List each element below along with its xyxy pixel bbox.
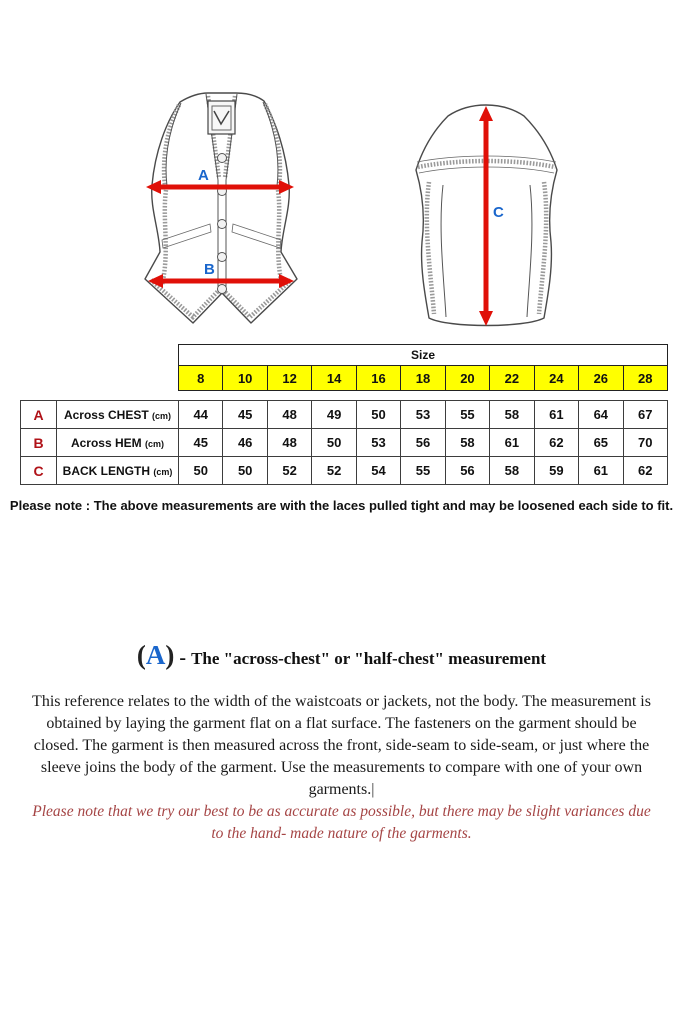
measurement-value: 58 xyxy=(490,457,534,485)
laces-note: Please note : The above measurements are with the laces pulled tight and may be loosened each side to fit. xyxy=(9,498,674,513)
size-column-header: 26 xyxy=(579,366,623,391)
size-column-header: 14 xyxy=(312,366,356,391)
measurement-value: 55 xyxy=(401,457,445,485)
measurement-value: 50 xyxy=(223,457,267,485)
row-letter: B xyxy=(21,429,57,457)
measurement-table-body xyxy=(21,401,668,485)
vest-front-diagram xyxy=(118,90,323,340)
heading-open-paren: ( xyxy=(136,640,146,670)
row-letter: C xyxy=(21,457,57,485)
measurement-value: 61 xyxy=(490,429,534,457)
text-cursor: | xyxy=(371,781,375,798)
size-column-header: 12 xyxy=(267,366,311,391)
row-unit: (cm) xyxy=(152,410,172,421)
size-column-header: 10 xyxy=(223,366,267,391)
measurement-value: 61 xyxy=(534,401,578,429)
size-header-table xyxy=(178,344,668,391)
measurement-value: 50 xyxy=(312,429,356,457)
measurement-value: 48 xyxy=(267,429,311,457)
size-title-row xyxy=(179,345,668,366)
size-column-header: 22 xyxy=(490,366,534,391)
size-column-header: 24 xyxy=(534,366,578,391)
size-column-header: 20 xyxy=(445,366,489,391)
measurement-value: 58 xyxy=(445,429,489,457)
size-column-header: 16 xyxy=(356,366,400,391)
accuracy-note: Please note that we try our best to be as accurate as possible, but there may be slight variances due to the hand- made nature of the garments. xyxy=(32,803,651,842)
size-title: Size xyxy=(179,345,668,366)
measurement-value: 70 xyxy=(623,429,667,457)
measurement-row xyxy=(21,457,668,485)
measurement-value: 55 xyxy=(445,401,489,429)
measurement-value: 45 xyxy=(179,429,223,457)
explanation-heading xyxy=(0,640,683,671)
measurement-row xyxy=(21,401,668,429)
explanation-body xyxy=(26,691,657,845)
measurement-value: 49 xyxy=(312,401,356,429)
measurement-row xyxy=(21,429,668,457)
measurement-value: 48 xyxy=(267,401,311,429)
vest-back-diagram xyxy=(398,90,576,338)
measurement-value: 56 xyxy=(401,429,445,457)
row-letter: A xyxy=(21,401,57,429)
measurement-value: 62 xyxy=(623,457,667,485)
label-a: A xyxy=(198,167,209,184)
heading-text: The "across-chest" or "half-chest" measurement xyxy=(191,649,547,668)
heading-separator: - xyxy=(174,647,192,669)
measurement-value: 56 xyxy=(445,457,489,485)
explanation-paragraph: This reference relates to the width of the waistcoats or jackets, not the body. The measurement is obtained by laying the garment flat on a flat surface. The fasteners on the garment should be closed. The garment is then measured across the front, side-seam to side-seam, or just where the sleeve joins the body of the garment. Use the measurements to compare with one of your own garments. xyxy=(32,693,651,798)
label-b: B xyxy=(204,261,215,278)
size-header-row xyxy=(179,366,668,391)
measurement-value: 46 xyxy=(223,429,267,457)
measurement-value: 44 xyxy=(179,401,223,429)
measurement-value: 52 xyxy=(312,457,356,485)
measurement-value: 58 xyxy=(490,401,534,429)
measurement-value: 50 xyxy=(179,457,223,485)
row-label: BACK LENGTH (cm) xyxy=(57,457,179,485)
row-unit: (cm) xyxy=(145,438,165,449)
measurement-value: 65 xyxy=(579,429,623,457)
measurement-value: 52 xyxy=(267,457,311,485)
measurement-value: 67 xyxy=(623,401,667,429)
measurement-value: 53 xyxy=(401,401,445,429)
measurement-value: 53 xyxy=(356,429,400,457)
measurement-value: 64 xyxy=(579,401,623,429)
size-column-header: 28 xyxy=(623,366,667,391)
heading-close-paren: ) xyxy=(165,640,175,670)
measurement-value: 45 xyxy=(223,401,267,429)
size-column-header: 18 xyxy=(401,366,445,391)
measurement-value: 61 xyxy=(579,457,623,485)
size-column-header: 8 xyxy=(179,366,223,391)
row-label: Across HEM (cm) xyxy=(57,429,179,457)
heading-letter: A xyxy=(145,640,166,670)
measurement-table xyxy=(20,400,668,485)
measurement-value: 50 xyxy=(356,401,400,429)
measurement-value: 54 xyxy=(356,457,400,485)
row-unit: (cm) xyxy=(153,466,173,477)
brand-label-patch xyxy=(208,101,235,134)
measurement-value: 59 xyxy=(534,457,578,485)
label-c: C xyxy=(493,204,504,221)
measurement-value: 62 xyxy=(534,429,578,457)
row-label: Across CHEST (cm) xyxy=(57,401,179,429)
